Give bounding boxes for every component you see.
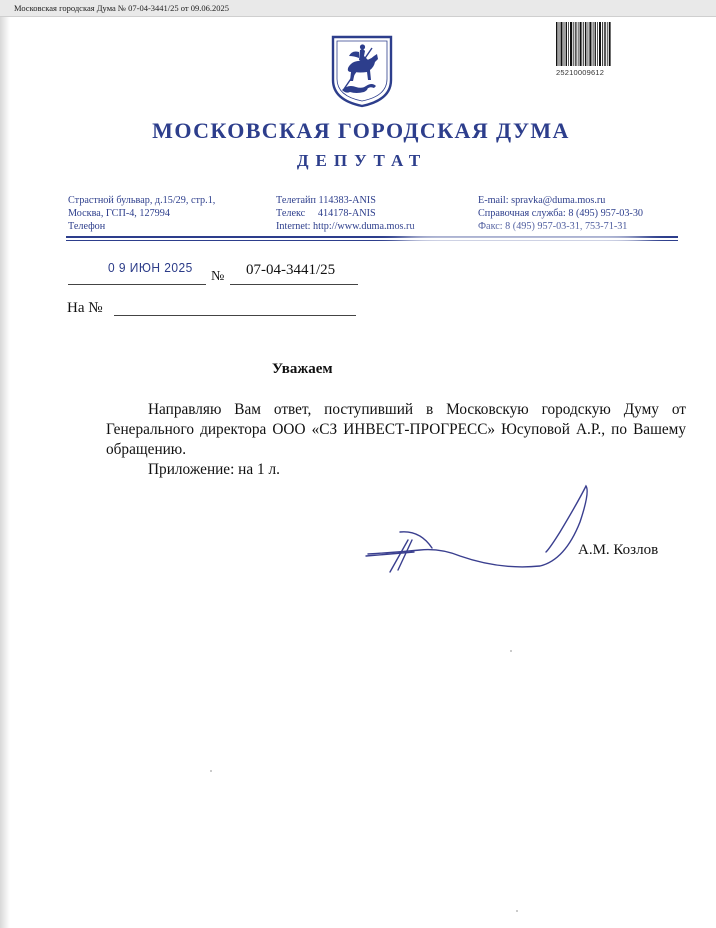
greeting: Уважаем [272, 361, 333, 377]
teletype: Телетайп 114383-ANIS [276, 195, 376, 206]
registration-stamp-header: Московская городская Дума № 07-04-3441/25 от 09.06.2025 [0, 0, 716, 17]
outgoing-number: 07-04-3441/25 [246, 262, 336, 278]
email: E-mail: spravka@duma.mos.ru [478, 195, 606, 206]
organization-subtitle: ДЕПУТАТ [296, 151, 428, 170]
moscow-coat-of-arms-icon [330, 34, 394, 108]
date-stamp: 0 9 ИЮН 2025 [108, 260, 193, 275]
contacts-telecom [276, 194, 415, 233]
organization-name: МОСКОВСКАЯ ГОРОДСКАЯ ДУМА [152, 118, 570, 143]
letter-body [106, 400, 686, 480]
attachment-note: Приложение: на 1 л. [148, 461, 280, 478]
reference-underline [114, 315, 356, 316]
header-rule-thin [66, 240, 678, 241]
date-underline [68, 284, 206, 285]
body-paragraph: Направляю Вам ответ, поступивший в Московскую городскую Думу от Генерального директора ООО «СЗ ИНВЕСТ-ПРОГРЕСС» Юсуповой А.Р., по Вашему обращению. [106, 401, 686, 458]
scan-speck [510, 650, 512, 652]
contacts-service [478, 194, 643, 233]
header-rule [66, 236, 678, 238]
phone-label: Телефон [68, 221, 106, 232]
barcode [556, 22, 612, 66]
telex: Телекс 414178-ANIS [276, 208, 376, 219]
number-underline [230, 284, 358, 285]
internet-link: Internet: http://www.duma.mos.ru [276, 221, 415, 232]
scan-speck [516, 910, 518, 912]
scan-speck [210, 770, 212, 772]
barcode-number: 25210009612 [556, 68, 605, 77]
address-line: Москва, ГСП-4, 127994 [68, 208, 170, 219]
reference-label: На № [67, 300, 103, 316]
contacts-address [68, 194, 215, 233]
address-line: Страстной бульвар, д.15/29, стр.1, [68, 195, 216, 206]
redacted-name [340, 352, 580, 388]
signature [360, 482, 600, 582]
signer-name: А.М. Козлов [578, 542, 659, 558]
helpline: Справочная служба: 8 (495) 957-03-30 [478, 208, 644, 219]
fax: Факс: 8 (495) 957-03-31, 753-71-31 [478, 221, 628, 232]
number-label: № [211, 269, 225, 284]
